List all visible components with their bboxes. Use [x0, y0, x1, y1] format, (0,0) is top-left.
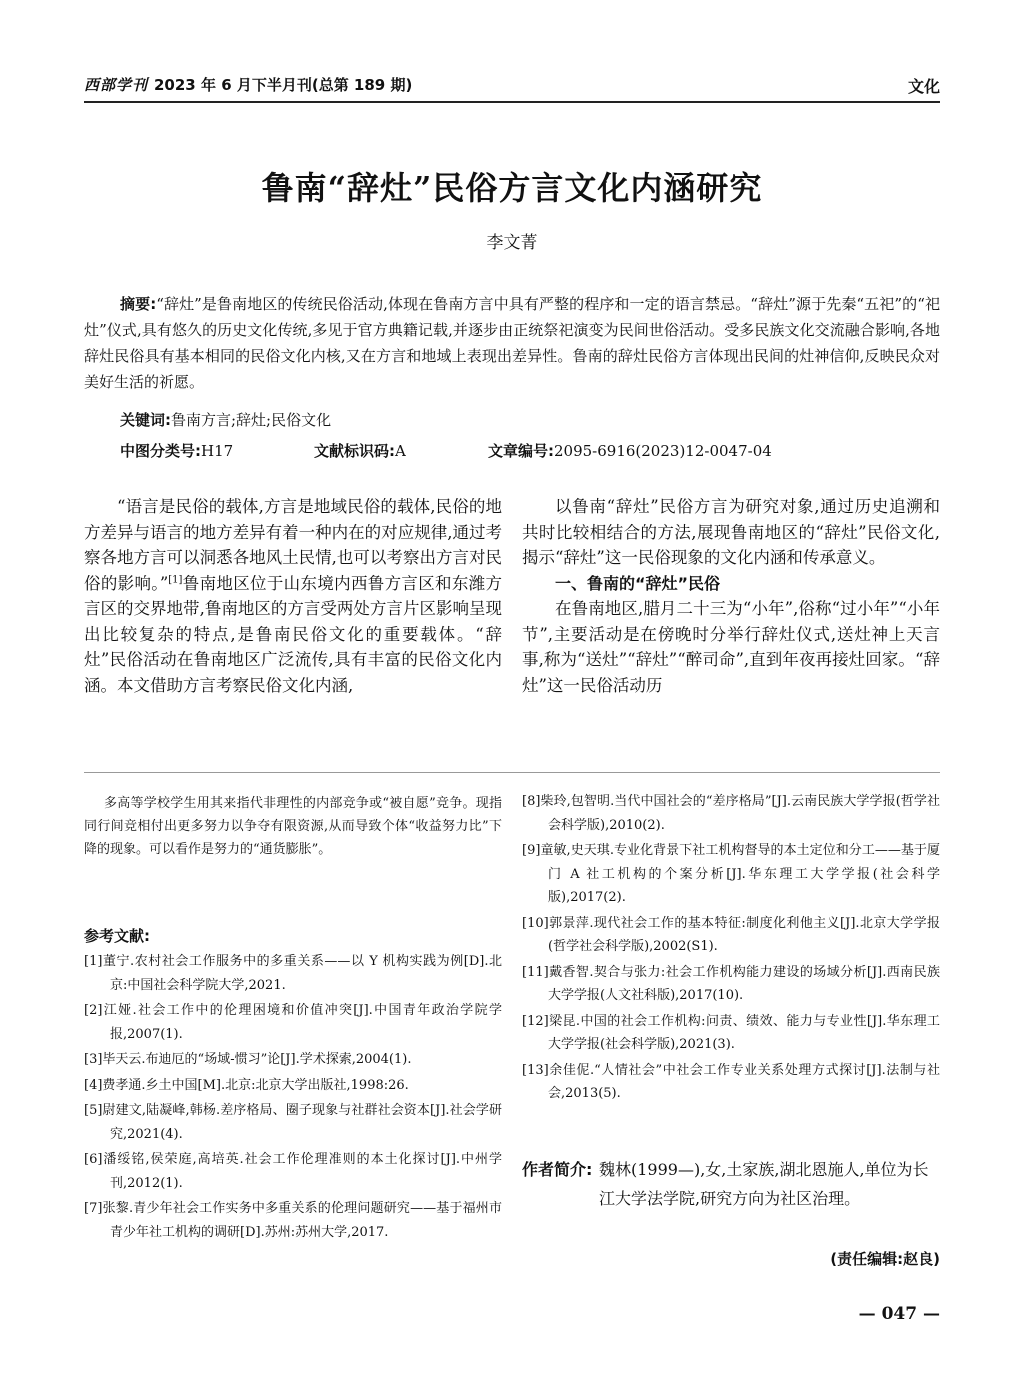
page-number: — 047 —	[858, 1304, 940, 1324]
keywords-text: 鲁南方言;辞灶;民俗文化	[171, 411, 332, 429]
reference-list-left	[84, 950, 502, 1246]
doc-code-label: 文献标识码:	[314, 442, 395, 460]
article-author: 李文菁	[486, 233, 538, 253]
article-no-label: 文章编号:	[488, 442, 554, 460]
article-no-field	[488, 440, 772, 461]
reference-list-right	[522, 790, 940, 1108]
reference-item: [7]张黎.青少年社会工作实务中多重关系的伦理问题研究——基于福州市青少年社工机构的调研[D].苏州:苏州大学,2017.	[84, 1201, 502, 1240]
reference-item: [8]柴玲,包智明.当代中国社会的“差序格局”[J].云南民族大学学报(哲学社会科学版),2010(2).	[522, 794, 940, 833]
keywords	[120, 409, 331, 430]
responsible-editor: (责任编辑:赵良)	[830, 1250, 940, 1268]
body-column-right	[522, 494, 940, 698]
abstract-text: “辞灶”是鲁南地区的传统民俗活动,体现在鲁南方言中具有严整的程序和一定的语言禁忌。“辞灶”源于先秦“五祀”的“祀灶”仪式,具有悠久的历史文化传统,多见于官方典籍记载,并逐步由正统祭祀演变为民间世俗活动。受多民族文化交流融合影响,各地辞灶民俗具有基本相同的民俗文化内核,又在方言和地域上表现出差异性。鲁南的辞灶民俗方言体现出民间的灶神信仰,反映民众对美好生活的祈愿。	[84, 295, 941, 391]
reference-item: [5]尉建文,陆凝峰,韩杨.差序格局、圈子现象与社群社会资本[J].社会学研究,2021(4).	[84, 1103, 502, 1142]
article-no-value: 2095-6916(2023)12-0047-04	[554, 442, 772, 460]
body-column-left	[84, 494, 502, 698]
clc-field	[120, 440, 233, 461]
reference-item: [13]余佳伲.“人情社会”中社会工作专业关系处理方式探讨[J].法制与社会,2013(5).	[522, 1062, 940, 1101]
clc-value: H17	[201, 442, 234, 460]
section-label: 文化	[907, 77, 940, 96]
clc-label: 中图分类号:	[120, 442, 201, 460]
references-heading: 参考文献:	[84, 927, 150, 945]
reference-item: [4]费孝通.乡土中国[M].北京:北京大学出版社,1998:26.	[84, 1077, 409, 1093]
body-paragraph: 以鲁南“辞灶”民俗方言为研究对象,通过历史追溯和共时比较相结合的方法,展现鲁南地区的“辞灶”民俗文化,揭示“辞灶”这一民俗现象的文化内涵和传承意义。	[522, 497, 940, 567]
author-bio	[522, 1155, 940, 1213]
journal-logo: 西部学刊	[84, 76, 149, 94]
bio-text: 魏林(1999—),女,土家族,湖北恩施人,单位为长江大学法学院,研究方向为社区治理。	[599, 1160, 929, 1208]
reference-item: [12]梁昆.中国的社会工作机构:问责、绩效、能力与专业性[J].华东理工大学学报(社会科学版),2021(3).	[522, 1013, 940, 1052]
doc-code-value: A	[395, 442, 406, 460]
body-paragraph	[84, 494, 502, 698]
body-paragraph: 在鲁南地区,腊月二十三为“小年”,俗称“过小年”“小年节”,主要活动是在傍晚时分举行辞灶仪式,送灶神上天言事,称为“送灶”“辞灶”“醉司命”,直到年夜再接灶回家。“辞灶”这一民俗活动历	[522, 599, 940, 695]
quote-text: “语言是民俗的载体,方言是地域民俗的载体,民俗的地方差异与语言的地方差异有着一种内在的对应规律,通过考察各地方言可以洞悉各地风土民情,也可以考察出方言对民俗的影响。”	[84, 497, 502, 593]
abstract	[84, 291, 940, 395]
citation-mark: [1]	[168, 574, 183, 585]
reference-item: [11]戴香智.契合与张力:社会工作机构能力建设的场域分析[J].西南民族大学学报(人文社科版),2017(10).	[522, 964, 940, 1003]
reference-item: [1]董宁.农村社会工作服务中的多重关系——以 Y 机构实践为例[D].北京:中国社会科学院大学,2021.	[84, 954, 502, 993]
abstract-label: 摘要:	[120, 295, 157, 313]
running-header	[84, 72, 940, 100]
header-divider	[84, 101, 940, 103]
article-title: 鲁南“辞灶”民俗方言文化内涵研究	[261, 169, 763, 207]
section-heading: 一、鲁南的“辞灶”民俗	[555, 573, 721, 593]
reference-item: [2]江娅.社会工作中的伦理困境和价值冲突[J].中国青年政治学院学报,2007(1).	[84, 1003, 502, 1042]
issue-info: 2023 年 6 月下半月刊(总第 189 期)	[154, 76, 413, 94]
body-text: 鲁南地区位于山东境内西鲁方言区和东潍方言区的交界地带,鲁南地区的方言受两处方言片区影响呈现出比较复杂的特点,是鲁南民俗文化的重要载体。“辞灶”民俗活动在鲁南地区广泛流传,具有丰富的民俗文化内涵。本文借助方言考察民俗文化内涵,	[84, 573, 503, 695]
reference-item: [9]童敏,史天琪.专业化背景下社工机构督导的本土定位和分工——基于厦门 A 社工机构的个案分析[J].华东理工大学学报(社会科学版),2017(2).	[522, 843, 940, 905]
keywords-label: 关键词:	[120, 411, 171, 429]
bio-label: 作者简介:	[522, 1160, 593, 1179]
reference-item: [10]郭景萍.现代社会工作的基本特征:制度化利他主义[J].北京大学学报(哲学社会科学版),2002(S1).	[522, 915, 940, 954]
continued-footnote: 多高等学校学生用其来指代非理性的内部竞争或“被自愿”竞争。现指同行间竞相付出更多努力以争夺有限资源,从而导致个体“收益努力比”下降的现象。可以看作是努力的“通货膨胀”。	[84, 796, 502, 857]
section-divider	[84, 772, 940, 773]
reference-item: [3]毕天云.布迪厄的“场域-惯习”论[J].学术探索,2004(1).	[84, 1052, 412, 1067]
doc-code-field	[314, 440, 406, 461]
reference-item: [6]潘绥铭,侯荣庭,高培英.社会工作伦理准则的本土化探讨[J].中州学刊,2012(1).	[84, 1152, 502, 1191]
